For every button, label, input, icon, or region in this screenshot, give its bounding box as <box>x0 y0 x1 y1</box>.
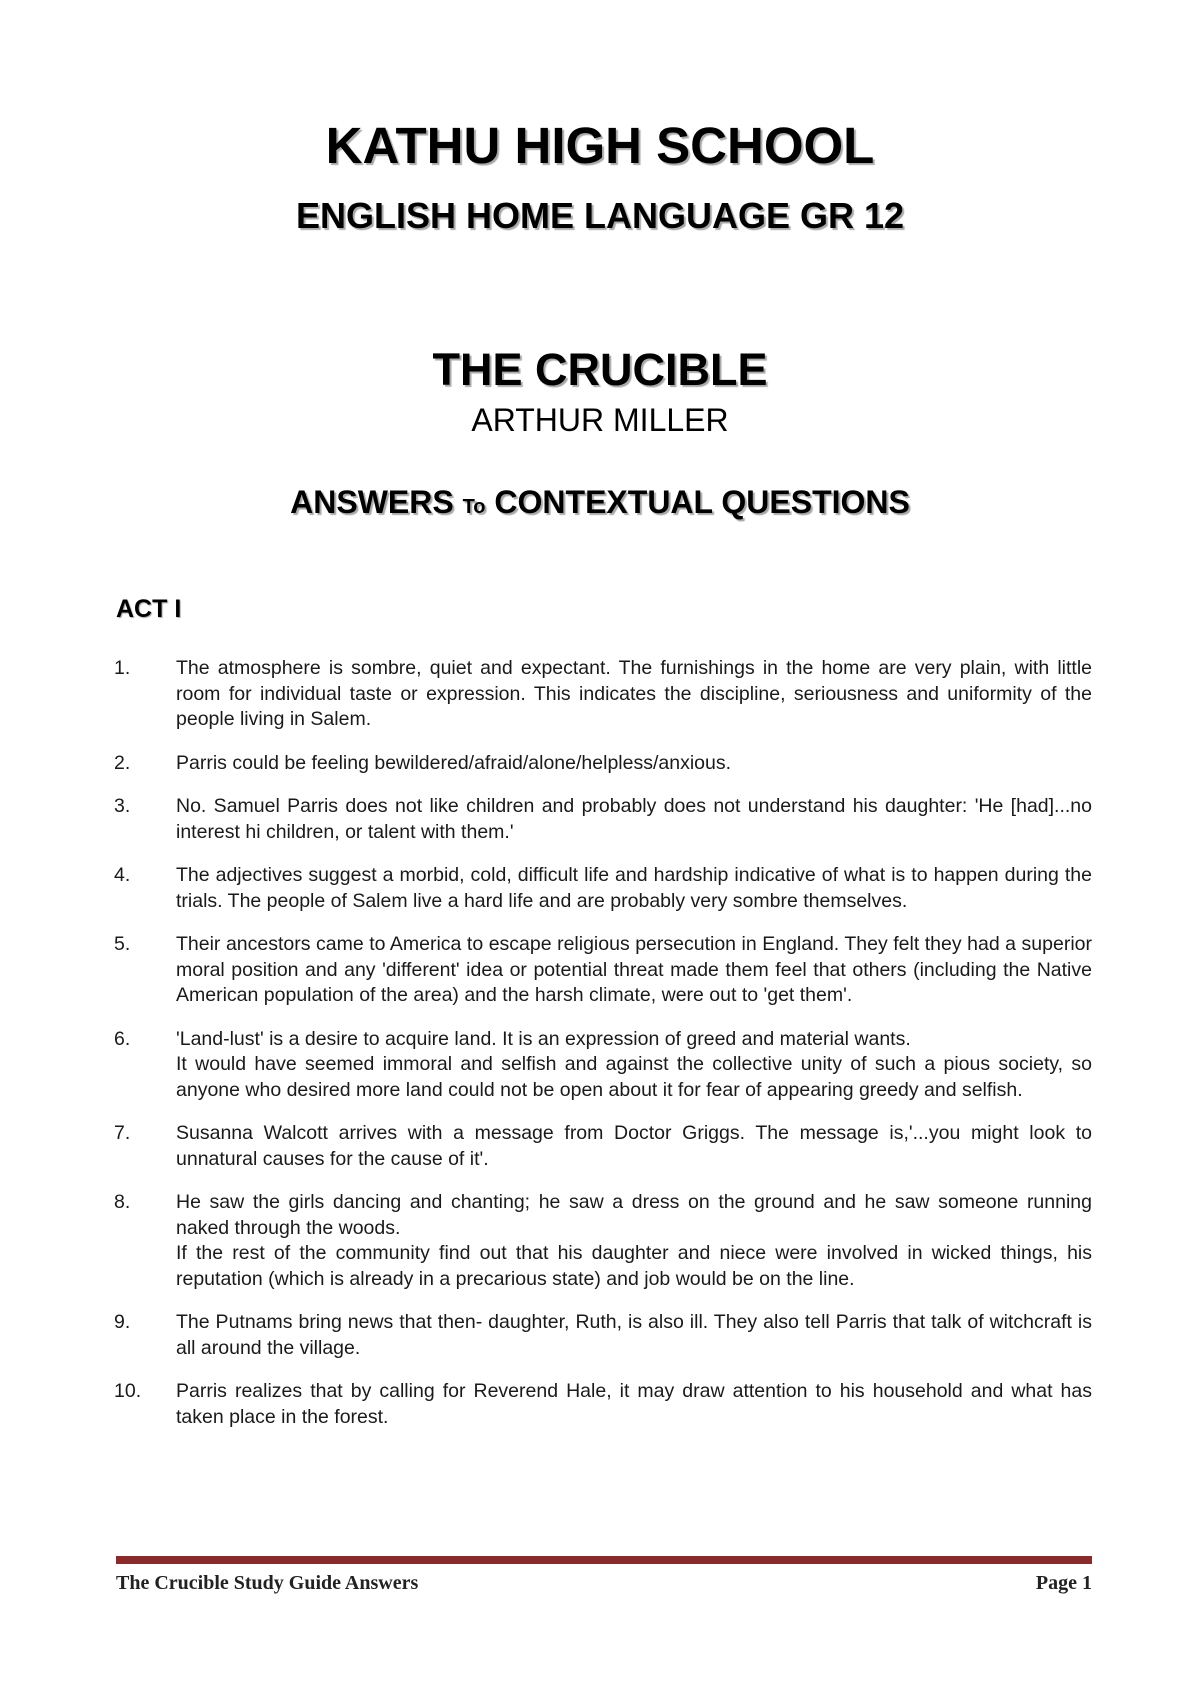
school-title: KATHU HIGH SCHOOL <box>325 117 875 174</box>
answer-paragraph: He saw the girls dancing and chanting; he saw a dress on the ground and he saw someone running naked through the woods. <box>176 1191 1092 1239</box>
answers-list <box>114 656 1092 1448</box>
answer-paragraph: The Putnams bring news that then- daughter, Ruth, is also ill. They also tell Parris that talk of witchcraft is all around the village. <box>176 1311 1092 1359</box>
answer-text <box>176 1027 1092 1104</box>
answer-text <box>176 863 1092 914</box>
answer-number: 3. <box>114 795 131 817</box>
answer-text <box>176 1190 1092 1292</box>
answer-item-10 <box>114 1379 1092 1430</box>
answer-number: 5. <box>114 933 131 955</box>
document-subtitle <box>0 482 1200 527</box>
answer-number: 2. <box>114 751 131 774</box>
play-title: THE CRUCIBLE <box>432 344 768 395</box>
answer-item-5 <box>114 932 1092 1009</box>
answer-item-8 <box>114 1190 1092 1292</box>
subtitle-to: To <box>462 496 486 518</box>
answer-paragraph: Their ancestors came to America to escape religious persecution in England. They felt they had a superior moral position and any 'different' idea or potential threat made them feel that others (including the Native American population of the area) and the harsh climate, were out to 'get them'. <box>176 933 1092 1006</box>
subtitle-answers: ANSWERS <box>290 484 454 520</box>
page-number: Page 1 <box>1035 1572 1092 1594</box>
answer-item-9 <box>114 1310 1092 1361</box>
answer-paragraph: It would have seemed immoral and selfish and against the collective unity of such a pious society, so anyone who desired more land could not be open about it for fear of appearing greedy and selfish. <box>176 1053 1092 1101</box>
answer-text <box>176 1121 1092 1172</box>
author-name: ARTHUR MILLER <box>471 402 729 438</box>
answer-number: 7. <box>114 1122 131 1144</box>
answer-paragraph: Parris realizes that by calling for Reverend Hale, it may draw attention to his household and what has taken place in the forest. <box>176 1380 1092 1428</box>
answer-number: 8. <box>114 1191 131 1213</box>
course-title: ENGLISH HOME LANGUAGE GR 12 <box>295 195 905 236</box>
answer-number: 10. <box>114 1380 142 1402</box>
answer-item-6 <box>114 1027 1092 1104</box>
answer-number: 4. <box>114 864 131 886</box>
answer-text <box>176 1379 1092 1430</box>
answer-paragraph: No. Samuel Parris does not like children and probably does not understand his daughter: 'He [had]...no interest hi children, or talent with them.' <box>176 795 1092 843</box>
answer-item-1 <box>114 656 1092 733</box>
answer-paragraph: The adjectives suggest a morbid, cold, difficult life and hardship indicative of what is to happen during the trials. The people of Salem live a hard life and are probably very sombre themselves. <box>176 864 1092 912</box>
subtitle-contextual-questions: CONTEXTUAL QUESTIONS <box>494 484 910 520</box>
answer-item-4 <box>114 863 1092 914</box>
answer-paragraph: 'Land-lust' is a desire to acquire land. It is an expression of greed and material wants. <box>176 1027 911 1050</box>
footer-rule <box>116 1556 1092 1564</box>
answer-text <box>176 932 1092 1009</box>
answer-paragraph: Susanna Walcott arrives with a message from Doctor Griggs. The message is,'...you might look to unnatural causes for the cause of it'. <box>176 1122 1092 1170</box>
answer-paragraph: Parris could be feeling bewildered/afraid/alone/helpless/anxious. <box>176 751 732 774</box>
answer-text <box>176 751 1092 777</box>
answer-number: 6. <box>114 1027 131 1050</box>
answer-text <box>176 1310 1092 1361</box>
act-heading: ACT I <box>116 595 182 623</box>
answer-number: 9. <box>114 1311 131 1333</box>
answer-paragraph: The atmosphere is sombre, quiet and expectant. The furnishings in the home are very plain, with little room for individual taste or expression. This indicates the discipline, seriousness and uniformity of the people living in Salem. <box>176 657 1092 730</box>
answer-number: 1. <box>114 657 131 679</box>
answer-paragraph: If the rest of the community find out that his daughter and niece were involved in wicked things, his reputation (which is already in a precarious state) and job would be on the line. <box>176 1242 1092 1290</box>
answer-item-7 <box>114 1121 1092 1172</box>
footer-title: The Crucible Study Guide Answers <box>116 1572 419 1594</box>
answer-text <box>176 794 1092 845</box>
answer-item-2 <box>114 751 1092 777</box>
answer-item-3 <box>114 794 1092 845</box>
answer-text <box>176 656 1092 733</box>
